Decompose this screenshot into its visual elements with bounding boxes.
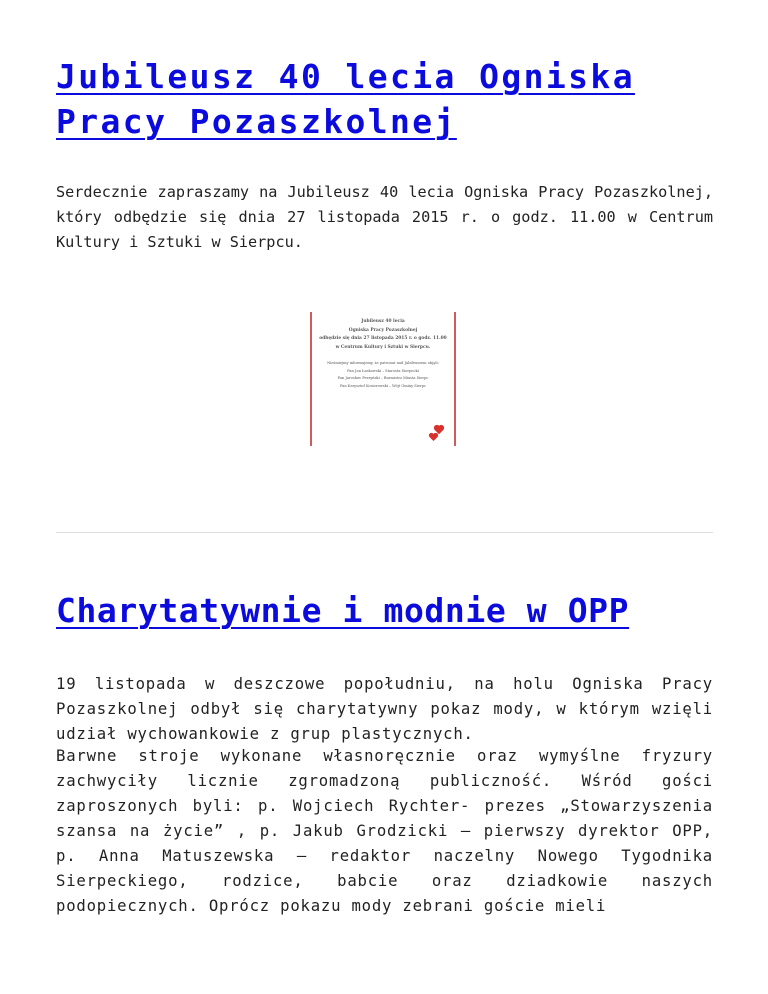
flyer-right-border xyxy=(454,312,456,446)
post-body-charity-paragraph-1: 19 listopada w deszczowe popołudniu, na holu Ogniska Pracy Pozaszkolnej odbył się charytatywny pokaz mody, w którym wzięli udział wychowankowie z grup plastycznych. xyxy=(56,675,713,743)
post-title-charity xyxy=(56,588,713,633)
flyer-patron-line: Pan Jarosław Perzyński – Burmistrz Miasta Sierpc xyxy=(337,376,429,380)
jubilee-invitation-image xyxy=(310,312,456,446)
heart-icon xyxy=(430,434,437,441)
flyer-patron-line: Nieśmiejmy informujemy, że patronat nad Jubileuszem objęli: xyxy=(327,361,439,365)
flyer-line: w Centrum Kultury i Sztuki w Sierpcu. xyxy=(335,344,431,350)
flyer-left-border xyxy=(310,312,312,446)
post-body-jubilee: Serdecznie zapraszamy na Jubileusz 40 lecia Ogniska Pracy Pozaszkolnej, który odbędzie się dnia 27 listopada 2015 r. o godz. 11.00 w Centrum Kultury i Sztuki w Sierpcu. xyxy=(56,183,713,251)
post-title-jubilee-link[interactable]: Jubileusz 40 lecia Ogniska Pracy Pozaszkolnej xyxy=(56,57,635,141)
flyer-patron-line: Pan Krzysztof Kosiorowski – Wójt Gminy Sierpc xyxy=(339,383,427,388)
flyer-text xyxy=(318,318,448,390)
post-body-charity-paragraph-2: Barwne stroje wykonane własnoręcznie oraz wymyślne fryzury zachwyciły licznie zgromadzoną publiczność. Wśród gości zaproszonych byli: p. Wojciech Rychter- prezes „Stowarzyszenia szansa na życie” , p. Jakub Grodzicki – pierwszy dyrektor OPP, p. Anna Matuszewska – redaktor naczelny Nowego Tygodnika Sierpeckiego, rodzice, babcie oraz dziadkowie naszych podopiecznych. Oprócz pokazu mody zebrani goście mieli xyxy=(56,747,713,915)
flyer-line: Jubileusz 40 lecia xyxy=(361,319,405,324)
flyer-patron-line: Pan Jan Łaskowski – Starosta Sierpecki xyxy=(347,368,419,373)
post-divider xyxy=(56,532,713,533)
flyer-line: Ogniska Pracy Pozaszkolnej xyxy=(348,327,418,333)
post-title-jubilee xyxy=(56,54,713,144)
post-title-charity-link[interactable]: Charytatywnie i modnie w OPP xyxy=(56,591,630,630)
flyer-line: odbędzie się dnia 27 listopada 2015 r. o godz. 11.00 xyxy=(319,336,447,341)
